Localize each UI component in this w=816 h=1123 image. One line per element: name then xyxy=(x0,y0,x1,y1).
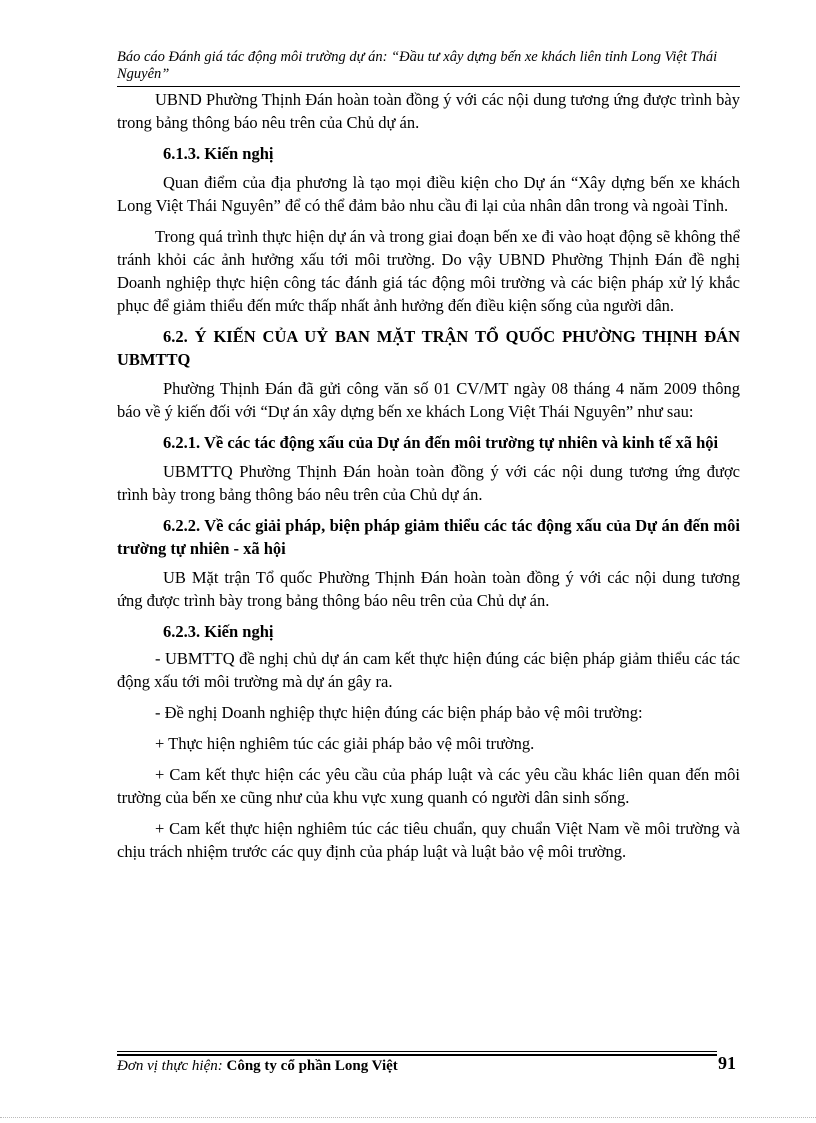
paragraph-front-agreement: UB Mặt trận Tổ quốc Phường Thịnh Đán hoàn toàn đồng ý với các nội dung tương ứng được trình bày trong bảng thông báo nêu trên của Chủ dự án. xyxy=(117,568,740,610)
heading-6-1-3: 6.1.3. Kiến nghị xyxy=(163,144,274,163)
page-header: Báo cáo Đánh giá tác động môi trường dự án: “Đầu tư xây dựng bến xe khách liên tỉnh Long Việt Thái Nguyên” xyxy=(117,49,718,82)
paragraph-ubmttq-agreement: UBMTTQ Phường Thịnh Đán hoàn toàn đồng ý với các nội dung tương ứng được trình bày trong bảng thông báo nêu trên của Chủ dự án. xyxy=(117,462,740,504)
footer-company: Công ty cổ phần Long Việt xyxy=(226,1058,398,1074)
list-item-standards: + Cam kết thực hiện nghiêm túc các tiêu chuẩn, quy chuẩn Việt Nam về môi trường và chịu trách nhiệm trước các quy định của pháp luật và luật bảo vệ môi trường. xyxy=(117,819,740,861)
list-item-commitment: - UBMTTQ đề nghị chủ dự án cam kết thực hiện đúng các biện pháp giảm thiểu các tác động xấu tới môi trường mà dự án gây ra. xyxy=(117,649,740,691)
heading-6-2-2: 6.2.2. Về các giải pháp, biện pháp giảm thiểu các tác động xấu của Dự án đến môi trường tự nhiên - xã hội xyxy=(117,516,740,558)
page-bottom-edge xyxy=(0,1117,816,1118)
footer-label: Đơn vị thực hiện: xyxy=(117,1058,223,1074)
document-body xyxy=(117,88,740,871)
page-number: 91 xyxy=(718,1053,736,1073)
header-divider xyxy=(117,86,740,87)
paragraph-local-view: Quan điểm của địa phương là tạo mọi điều kiện cho Dự án “Xây dựng bến xe khách Long Việt Thái Nguyên” để có thể đảm bảo nhu cầu đi lại của nhân dân trong và ngoài Tỉnh. xyxy=(117,173,740,215)
paragraph-ubnd-request: Trong quá trình thực hiện dự án và trong giai đoạn bến xe đi vào hoạt động sẽ không thể tránh khỏi các ảnh hưởng xấu tới môi trường. Do vậy UBND Phường Thịnh Đán đề nghị Doanh nghiệp thực hiện công tác đánh giá tác động môi trường và các biện pháp xử lý khắc phục để giảm thiểu đến mức thấp nhất ảnh hưởng đến điều kiện sống của người dân. xyxy=(117,227,740,315)
paragraph-ubnd-agreement: UBND Phường Thịnh Đán hoàn toàn đồng ý với các nội dung tương ứng được trình bày trong bảng thông báo nêu trên của Chủ dự án. xyxy=(117,90,740,132)
heading-6-2: 6.2. Ý KIẾN CỦA UỶ BAN MẶT TRẬN TỔ QUỐC PHƯỜNG THỊNH ĐÁN UBMTTQ xyxy=(117,327,740,369)
page-footer xyxy=(117,1058,742,1075)
list-item-implement: + Thực hiện nghiêm túc các giải pháp bảo vệ môi trường. xyxy=(155,734,535,753)
list-item-legal: + Cam kết thực hiện các yêu cầu của pháp luật và các yêu cầu khác liên quan đến môi trường của bến xe cũng như của khu vực xung quanh có người dân sinh sống. xyxy=(117,765,740,807)
heading-6-2-1: 6.2.1. Về các tác động xấu của Dự án đến môi trường tự nhiên và kinh tế xã hội xyxy=(163,433,719,452)
footer-divider-thick xyxy=(117,1054,717,1056)
list-item-request: - Đề nghị Doanh nghiệp thực hiện đúng các biện pháp bảo vệ môi trường: xyxy=(155,703,643,722)
footer-divider-thin xyxy=(117,1051,717,1052)
paragraph-official-letter: Phường Thịnh Đán đã gửi công văn số 01 CV/MT ngày 08 tháng 4 năm 2009 thông báo về ý kiến đối với “Dự án xây dựng bến xe khách Long Việt Thái Nguyên” như sau: xyxy=(117,379,740,421)
heading-6-2-3: 6.2.3. Kiến nghị xyxy=(163,622,274,641)
